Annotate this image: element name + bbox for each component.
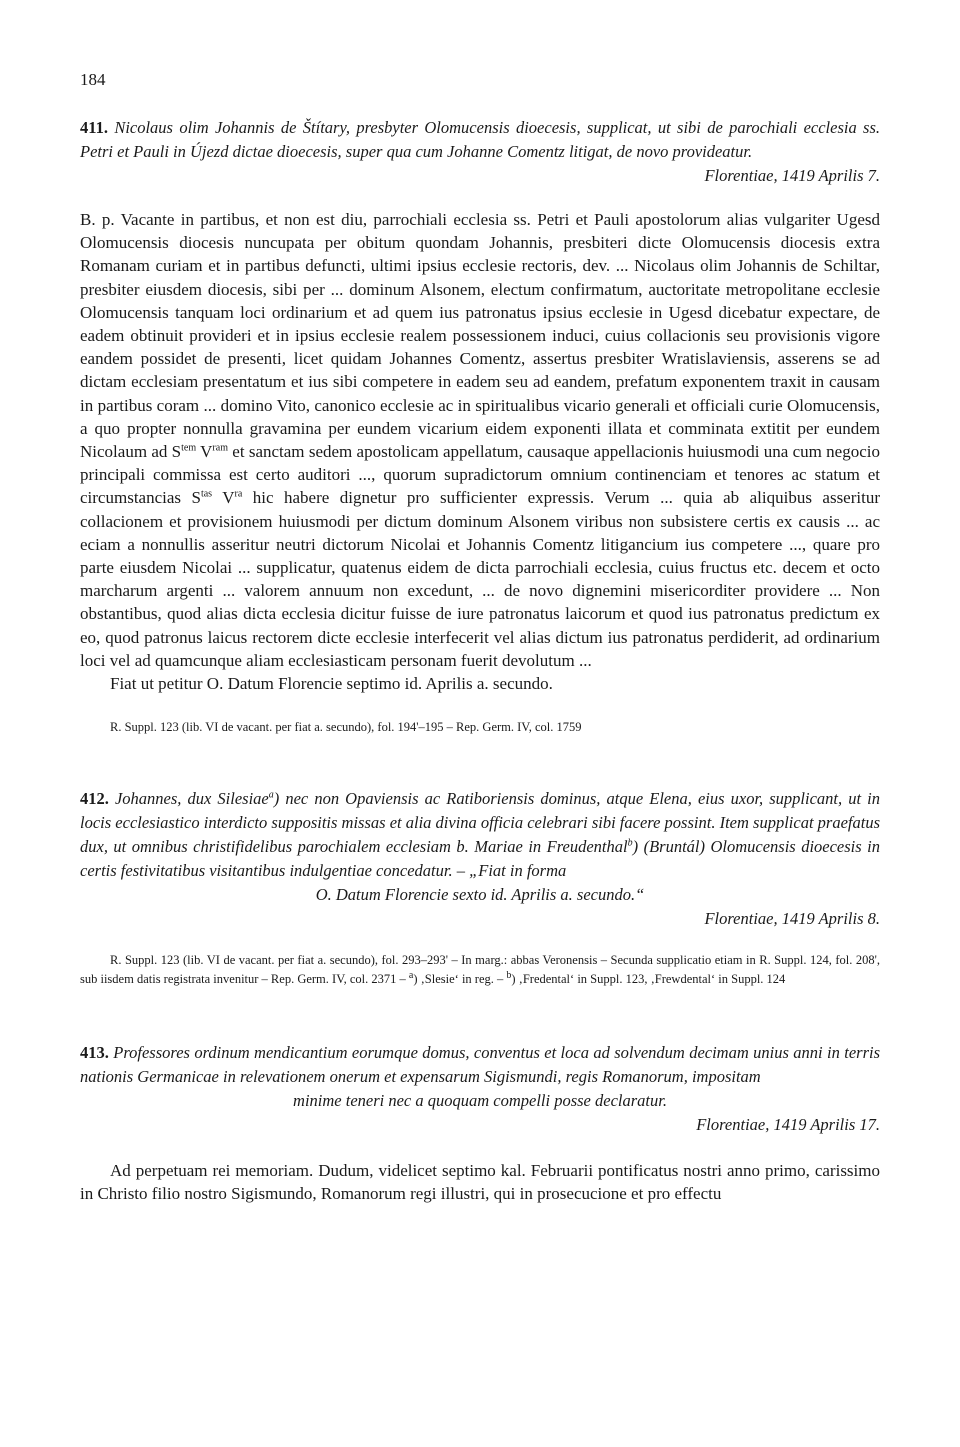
supplication-text: B. p. Vacante in partibus, et non est diu, parrochiali ecclesia ss. Petri et Pauli apostolorum alias vulgariter Ugesd Olomucensis diocesis nuncupata per obitum quondam Johannis, presbiteri dicte Olomucensis diocesis extra Romanam curiam et in partibus defuncti, ultimi ipsius ecclesie rectoris, dev. ... Nicolaus olim Johannis de Schiltar, presbiter eiusdem diocesis, sibi per ... dominum Alsonem, electum confirmatum, auctoritate metropolitane ecclesie Olomucensis tanquam loci ordinarium et ad quem ius patronatus ipsius ecclesie in Ugesd dicebatur expectare, de eadem obtinuit provideri et in ipsius ecclesie realem possessionem induci, cuius collacionis seu provisionis vigore eandem possidet de presenti, licet quidam Johannes Comentz, assertus presbiter Wratislaviensis, asserens se ad dictam ecclesiam presentatum et ius sibi competere in eadem seu ad eandem, prefatum exponentem traxit in causam in partibus coram ... domino Vito, canonico ecclesie ac in spiritualibus vicario generali et officiali curie Olomucensis, a quo propter nonnulla gravamina per eundem vicarium eidem exponenti illata et comminata extitit per eundem Nicolaum ad $S^{tem}$ $V^{ram}$ et sanctam sedem apostolicam appellatum, causaque appellacionis huiusmodi una cum negocio principali commissa est certo auditori ..., quorum supradictorum omnium continenciam et tenores ac statum et circumstancias $S^{tas}$ $V^{ra}$ hic habere dignetur pro sufficienter expressis. Verum ... quia ab aliquibus asseritur collacionem et provisionem huiusmodi per dictum dominum Alsonem viribus non subsistere certis ex causis ... ac eciam a nonnullis asseritur neutri dictorum Nicolai et Johannis Comentz litigancium ius competere ..., quare pro parte eiusdem Nicolai ... supplicatur, quatenus eidem de dicta parrochiali ecclesia, cuius fructus etc. decem et octo marcharum argenti ... valorem annuum non excedunt, ... de novo dignemini misericorditer providere ... Non obstantibus, quod alias dicta ecclesia dicitur fuisse de iure patronatus laicorum et quod ius patronatus predictum ex eo, quod patronus laicus rectorem dicte ecclesie interfecerit vel alias dictum ius patronatus perdiderit, ad ordinarium loci vel ad quamcunque aliam ecclesiasticam personam fuerit devolutum ... [80,210,880,670]
entry-summary: Nicolaus olim Johannis de Štítary, presbyter Olomucensis dioecesis, supplicat, ut sibi de parochiali ecclesia ss. Petri et Pauli in Újezd dictae dioecesis, super qua cum Johanne Comentz litigat, de novo provideatur. [80,118,881,161]
document-page [80,70,880,1205]
footnote-marker-b: b [627,837,633,849]
heading-center-line: O. Datum Florencie sexto id. Aprilis a. secundo.“ [315,885,645,905]
entry-date: Florentiae, 1419 Aprilis 8. [704,909,880,929]
entry-heading: 412. Johannes, dux Silesiae$^a$) nec non Opaviensis ac Ratiboriensis dominus, atque Elena, eius uxor, supplicant, ut in locis ecclesiastico interdicto suppositis missas et alia divina officia celebrari sibi facere possint. Item supplicat praefatus dux, ut omnibus christifidelibus parochialem ecclesiam b. Mariae in Freudenthal$^b$) (Bruntál) Olomucensis dioecesis in certis festivitatibus visitantibus indulgentiae concedatur. – „Fiat in forma O. Datum Florencie sexto id. Aprilis a. secundo.“ [80,787,880,907]
entry-date: Florentiae, 1419 Aprilis 17. [696,1115,880,1135]
footnote-marker-a: a [268,789,274,801]
page-number: 184 [80,70,106,89]
entry-number: 413. [80,1043,109,1063]
source-note: R. Suppl. 123 (lib. VI de vacant. per fiat a. secundo), fol. 293–293' – In marg.: abbas Veronensis – Secunda supplicatio etiam in R. Suppl. 124, fol. 208', sub iisdem datis registrata invenitur – Rep. Germ. IV, col. 2371 – $^a$) ‚Slesie‘ in reg. – $^b$) ‚Fredental‘ in Suppl. 123, ‚Frewdental‘ in Suppl. 124 [80,953,880,987]
heading-center-line: minime teneri nec a quoquam compelli posse declaratur. [293,1091,667,1111]
entry-number: 411. [80,118,108,137]
entry-number: 412. [80,789,109,809]
source-note: R. Suppl. 123 (lib. VI de vacant. per fiat a. secundo), fol. 194'–195 – Rep. Germ. IV, col. 1759 [110,720,582,735]
entry-heading [80,116,880,164]
bull-text: Ad perpetuam rei memoriam. Dudum, videlicet septimo kal. Februarii pontificatus nostri anno primo, carissimo in Christo filio nostro Sigismundo, Romanorum regi illustri, qui in prosecucione et pro effectu [80,1161,880,1204]
fiat-line: Fiat ut petitur O. Datum Florencie septimo id. Aprilis a. secundo. [110,674,553,694]
entry-413 [80,1041,880,1205]
entry-date: Florentiae, 1419 Aprilis 7. [704,166,880,185]
entry-heading [80,1041,880,1113]
entry-412 [80,787,880,989]
entry-summary: Professores ordinum mendicantium eorumque domus, conventus et loca ad solvendum decimam unius anni in terris nationis Germanicae in relevationem onerum et expensarum Sigismundi, regis Romanorum, impositam [80,1043,880,1087]
entry-411 [80,116,880,737]
